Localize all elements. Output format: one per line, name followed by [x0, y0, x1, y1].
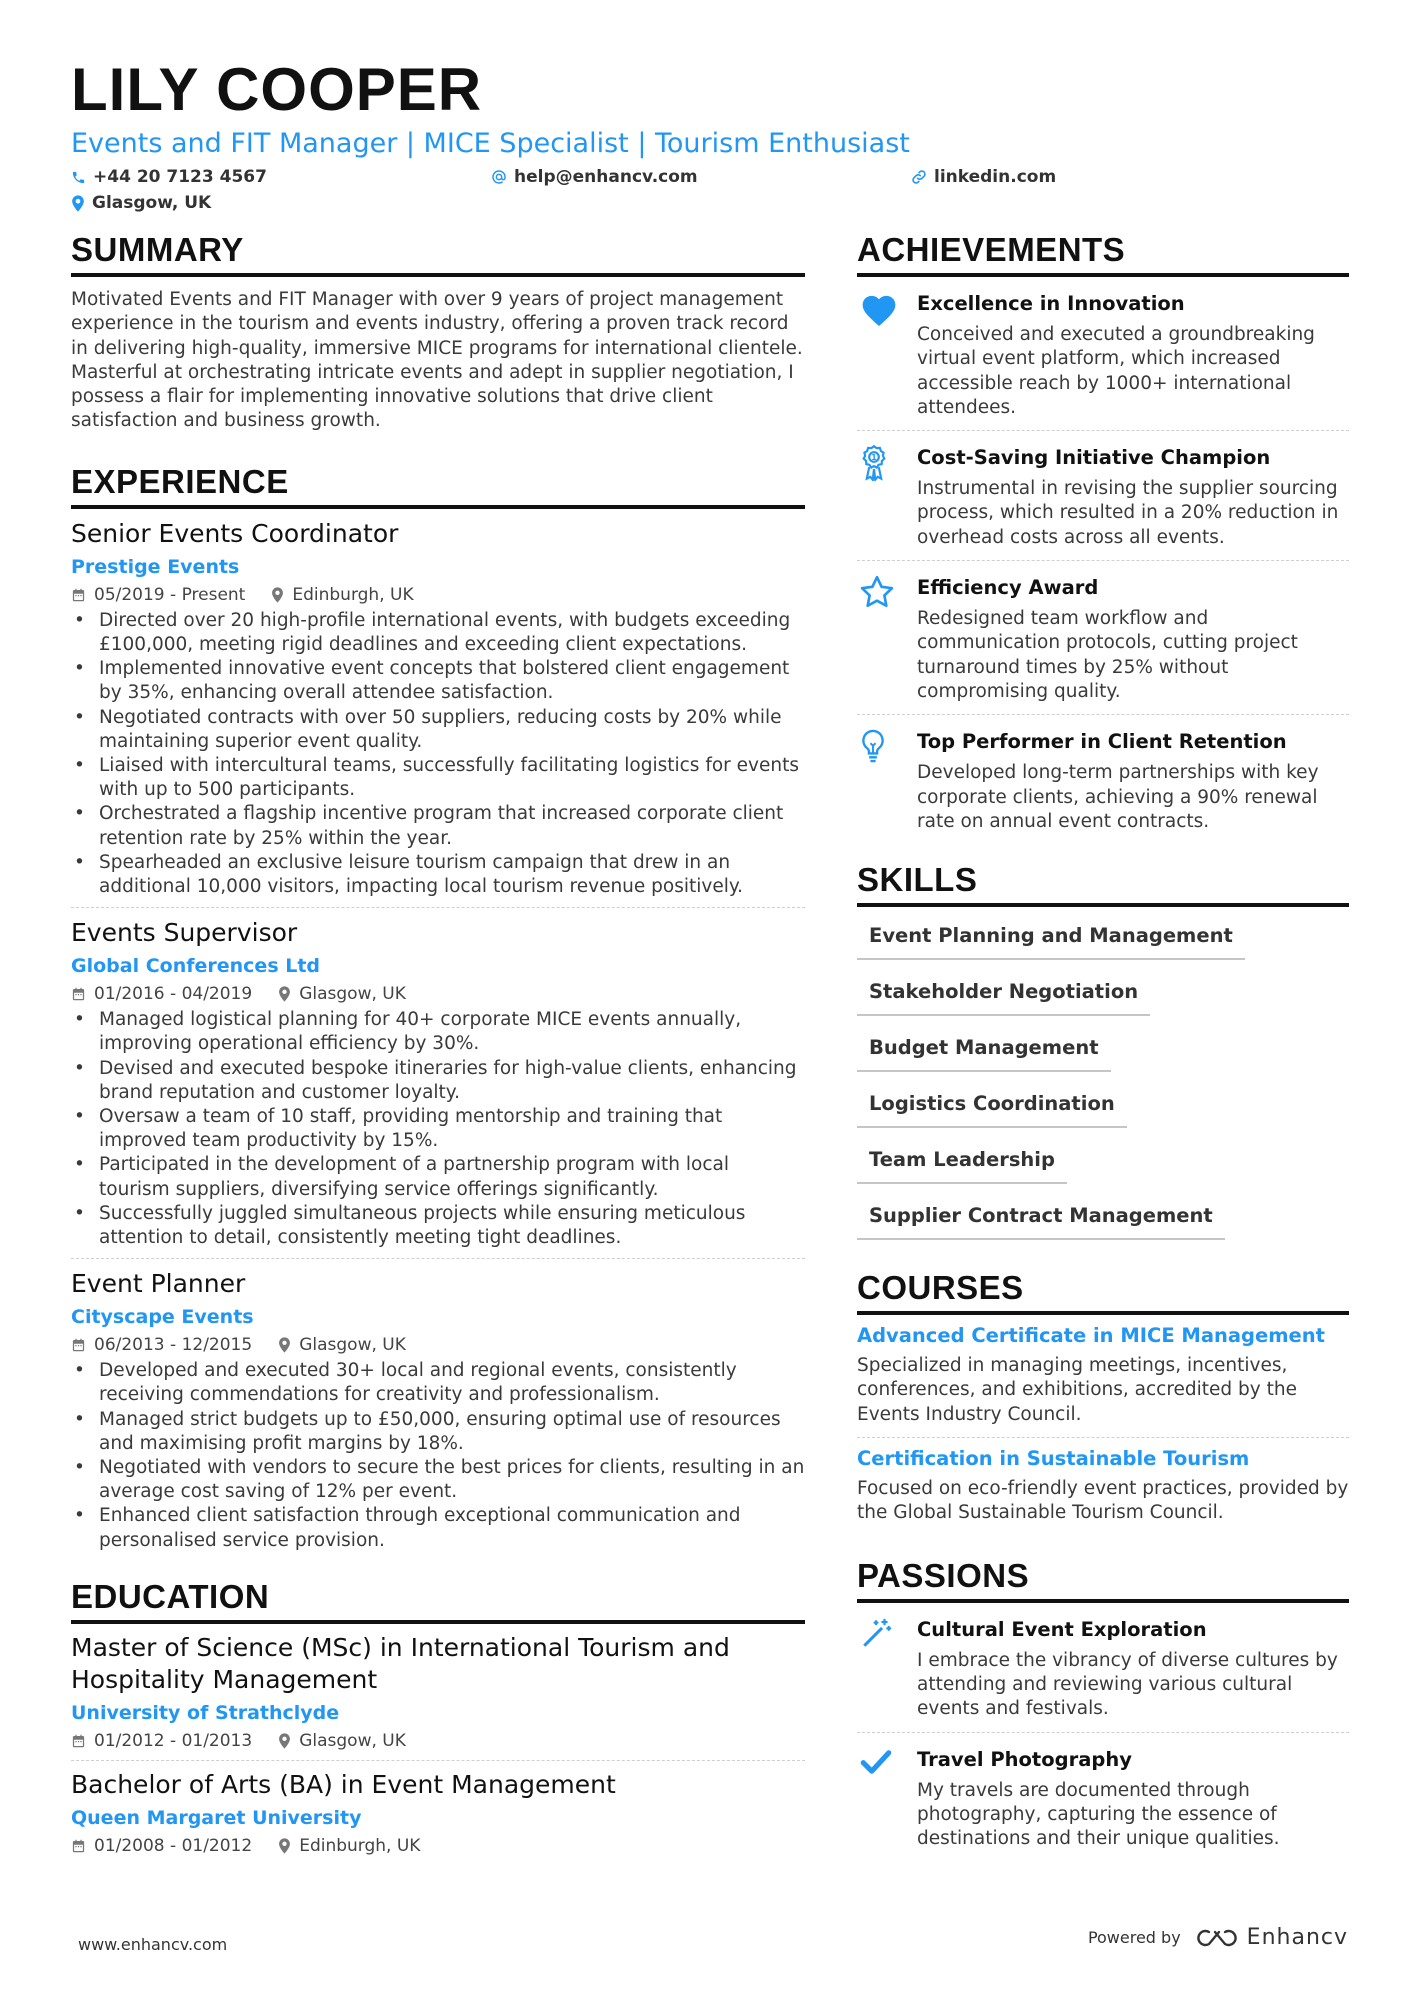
skill-tag: Stakeholder Negotiation	[857, 979, 1150, 1016]
job-bullet: • Implemented innovative event concepts that bolstered client engagement by 35%, enhancing overall attendee satisfaction.	[71, 657, 805, 705]
at-sign-icon	[491, 169, 507, 185]
education-entry	[71, 1761, 805, 1865]
job-title: Senior Events Coordinator	[71, 518, 399, 548]
location-pin-icon	[278, 1337, 291, 1353]
education-heading: EDUCATION	[71, 1579, 805, 1624]
calendar-icon	[71, 1733, 86, 1749]
skills-list	[857, 923, 1349, 1240]
skills-section	[857, 862, 1349, 1240]
link-icon	[911, 169, 927, 185]
job-bullet: • Enhanced client satisfaction through exceptional communication and personalised service provision.	[71, 1504, 805, 1552]
education-section	[71, 1579, 805, 1865]
job-bullet: • Liaised with intercultural teams, successfully facilitating logistics for events with up to 500 participants.	[71, 754, 805, 802]
courses-section	[857, 1270, 1349, 1535]
brand-name: Enhancv	[1246, 1925, 1348, 1950]
achievement-title: Top Performer in Client Retention	[917, 730, 1287, 754]
skill-tag: Supplier Contract Management	[857, 1203, 1225, 1240]
course-title: Certification in Sustainable Tourism	[857, 1447, 1250, 1471]
skill-tag: Event Planning and Management	[857, 923, 1245, 960]
linkedin-text: linkedin.com	[934, 167, 1057, 187]
job-meta	[71, 982, 805, 1006]
course-title: Advanced Certificate in MICE Management	[857, 1324, 1325, 1348]
phone-icon	[71, 170, 86, 185]
job-location: Edinburgh, UK	[292, 584, 414, 605]
enhancv-logo-icon	[1195, 1926, 1239, 1950]
passion-title: Travel Photography	[917, 1747, 1132, 1771]
experience-section	[71, 464, 805, 1561]
job-meta	[71, 583, 805, 607]
job-meta	[71, 1333, 805, 1357]
powered-by	[1088, 1925, 1348, 1950]
phone-contact[interactable]	[71, 167, 267, 187]
achievement-title: Excellence in Innovation	[917, 292, 1185, 315]
job-bullet: • Devised and executed bespoke itineraries for high-value clients, enhancing brand reputation and customer loyalty.	[71, 1057, 805, 1105]
company-name: Cityscape Events	[71, 1306, 254, 1329]
lightbulb-icon	[859, 729, 887, 765]
candidate-name: LILY COOPER	[71, 56, 483, 123]
experience-heading: EXPERIENCE	[71, 464, 805, 509]
job-entry	[71, 509, 805, 908]
calendar-icon	[71, 1337, 86, 1353]
achievement-desc: Conceived and executed a groundbreaking virtual event platform, which increased accessible reach by 1000+ international attendees.	[917, 324, 1315, 418]
summary-section	[71, 232, 805, 434]
summary-text: Motivated Events and FIT Manager with over 9 years of project management experience in the tourism and events industry, offering a proven track record in delivering high-quality, immersive MICE programs for international clientele. Masterful at orchestrating intricate events and adept in supplier negotiation, I possess a flair for implementing innovative solutions that drive client satisfaction and business growth.	[71, 289, 803, 432]
magic-wand-icon	[859, 1617, 893, 1651]
location-text: Glasgow, UK	[92, 193, 212, 213]
course-desc: Specialized in managing meetings, incentives, conferences, and exhibitions, accredited by the Events Industry Council.	[857, 1355, 1297, 1425]
achievement-desc: Instrumental in revising the supplier sourcing process, which resulted in a 20% reduction in overhead costs across all events.	[917, 478, 1339, 548]
location-pin-icon	[278, 986, 291, 1002]
skill-tag: Logistics Coordination	[857, 1091, 1127, 1128]
course-item	[857, 1438, 1349, 1536]
calendar-icon	[71, 986, 86, 1002]
education-location: Glasgow, UK	[299, 1730, 406, 1751]
job-title: Event Planner	[71, 1269, 246, 1299]
job-bullets	[71, 1008, 805, 1250]
education-dates: 01/2012 - 01/2013	[94, 1730, 253, 1751]
job-title: Events Supervisor	[71, 918, 298, 948]
summary-heading: SUMMARY	[71, 232, 805, 277]
job-bullet: • Spearheaded an exclusive leisure tourism campaign that drew in an additional 10,000 visitors, impacting local tourism revenue positively.	[71, 851, 805, 899]
achievement-title: Efficiency Award	[917, 576, 1099, 600]
job-bullet: • Negotiated contracts with over 50 suppliers, reducing costs by 20% while maintaining superior event quality.	[71, 706, 805, 754]
email-contact[interactable]	[491, 167, 698, 187]
job-bullet: • Participated in the development of a partnership program with local tourism suppliers, diversifying service offerings significantly.	[71, 1153, 805, 1201]
job-bullet: • Successfully juggled simultaneous projects while ensuring meticulous attention to detail, consistently meeting tight deadlines.	[71, 1202, 805, 1250]
passions-heading: PASSIONS	[857, 1558, 1349, 1603]
achievements-heading: ACHIEVEMENTS	[857, 232, 1349, 277]
job-location: Glasgow, UK	[299, 1335, 406, 1356]
skill-tag: Budget Management	[857, 1035, 1111, 1072]
linkedin-contact[interactable]	[911, 167, 1056, 187]
passion-desc: I embrace the vibrancy of diverse cultures by attending and reviewing various cultural events and festivals.	[917, 1649, 1338, 1720]
candidate-tagline: Events and FIT Manager | MICE Specialist | Tourism Enthusiast	[71, 128, 910, 159]
achievement-item	[857, 715, 1349, 844]
location-pin-icon	[278, 1838, 291, 1854]
school-name: University of Strathclyde	[71, 1701, 340, 1724]
achievement-desc: Redesigned team workflow and communication protocols, cutting project turnaround times by 25% without compromising quality.	[917, 608, 1298, 702]
star-icon	[859, 575, 895, 609]
passion-desc: My travels are documented through photography, capturing the essence of destinations and their unique qualities.	[917, 1779, 1280, 1850]
skills-heading: SKILLS	[857, 862, 1349, 907]
calendar-icon	[71, 587, 86, 603]
job-location: Glasgow, UK	[299, 984, 406, 1005]
school-name: Queen Margaret University	[71, 1806, 362, 1829]
degree-title: Bachelor of Arts (BA) in Event Management	[71, 1769, 616, 1799]
education-dates: 01/2008 - 01/2012	[94, 1835, 253, 1856]
location-pin-icon	[271, 587, 284, 603]
company-name: Global Conferences Ltd	[71, 955, 321, 978]
contact-info	[71, 163, 1351, 219]
calendar-icon	[71, 1838, 86, 1854]
job-entry	[71, 1259, 805, 1561]
achievement-desc: Developed long-term partnerships with key corporate clients, achieving a 90% renewal rate on annual event contracts.	[917, 762, 1319, 832]
education-meta	[71, 1729, 805, 1753]
skill-tag: Team Leadership	[857, 1147, 1067, 1184]
left-column	[71, 232, 805, 1865]
course-item	[857, 1315, 1349, 1438]
job-bullet: • Directed over 20 high-profile international events, with budgets exceeding £100,000, meeting rigid deadlines and exceeding client expectations.	[71, 609, 805, 657]
job-bullet: • Orchestrated a flagship incentive program that increased corporate client retention rate by 25% within the year.	[71, 802, 805, 850]
location-contact	[71, 193, 211, 213]
achievement-item	[857, 431, 1349, 561]
job-entry	[71, 908, 805, 1259]
job-bullets	[71, 1359, 805, 1553]
achievement-item	[857, 277, 1349, 431]
heart-icon	[859, 291, 899, 327]
job-dates: 05/2019 - Present	[94, 584, 246, 605]
passion-item	[857, 1733, 1349, 1862]
company-name: Prestige Events	[71, 555, 240, 578]
job-bullets	[71, 609, 805, 899]
achievement-item	[857, 561, 1349, 715]
resume-header	[71, 55, 1351, 219]
phone-text: +44 20 7123 4567	[93, 167, 267, 187]
job-bullet: • Managed strict budgets up to £50,000, ensuring optimal use of resources and maximising profit margins by 18%.	[71, 1408, 805, 1456]
location-pin-icon	[71, 195, 85, 212]
education-location: Edinburgh, UK	[299, 1835, 421, 1856]
degree-title: Master of Science (MSc) in International Tourism and Hospitality Management	[71, 1632, 730, 1694]
resume-footer	[78, 1925, 1348, 1965]
award-ribbon-icon	[859, 445, 889, 481]
powered-by-label: Powered by	[1087, 1928, 1181, 1947]
brand-logo[interactable]	[1195, 1925, 1348, 1950]
passion-item	[857, 1603, 1349, 1733]
job-bullet: • Managed logistical planning for 40+ corporate MICE events annually, improving operational efficiency by 30%.	[71, 1008, 805, 1056]
achievement-title: Cost-Saving Initiative Champion	[917, 446, 1271, 470]
job-bullet: • Negotiated with vendors to secure the best prices for clients, resulting in an average cost saving of 12% per event.	[71, 1456, 805, 1504]
passion-title: Cultural Event Exploration	[917, 1617, 1207, 1641]
svg-text:1: 1	[871, 453, 877, 463]
education-meta	[71, 1834, 805, 1858]
course-desc: Focused on eco-friendly event practices, provided by the Global Sustainable Tourism Council.	[857, 1478, 1349, 1524]
achievements-section	[857, 232, 1349, 844]
checkmark-icon	[859, 1747, 893, 1777]
footer-url[interactable]: www.enhancv.com	[78, 1935, 228, 1954]
location-pin-icon	[278, 1733, 291, 1749]
job-bullet: • Oversaw a team of 10 staff, providing mentorship and training that improved team productivity by 15%.	[71, 1105, 805, 1153]
job-dates: 06/2013 - 12/2015	[94, 1335, 253, 1356]
right-column	[857, 232, 1349, 1861]
job-dates: 01/2016 - 04/2019	[94, 984, 253, 1005]
courses-heading: COURSES	[857, 1270, 1349, 1315]
job-bullet: • Developed and executed 30+ local and regional events, consistently receiving commendations for creativity and professionalism.	[71, 1359, 805, 1407]
education-entry	[71, 1624, 805, 1761]
passions-section	[857, 1558, 1349, 1862]
email-text: help@enhancv.com	[514, 167, 698, 187]
